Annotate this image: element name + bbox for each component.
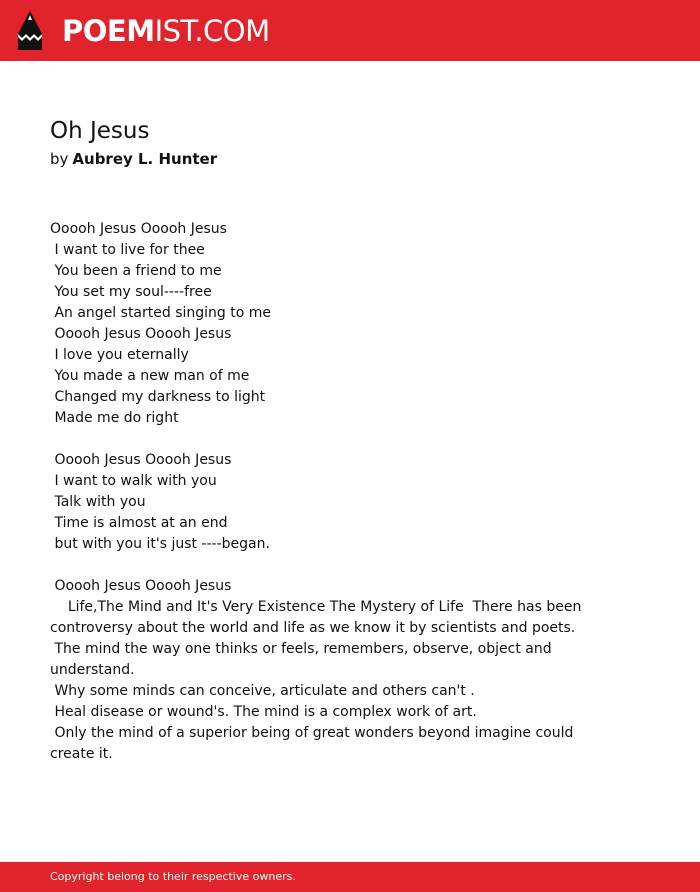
poem-line: Why some minds can conceive, articulate and others can't . xyxy=(50,683,475,699)
poem-body xyxy=(50,219,590,765)
poem-line: I want to live for thee xyxy=(50,242,205,258)
author-name[interactable]: Aubrey L. Hunter xyxy=(72,150,218,168)
poem-line: You set my soul----free xyxy=(50,284,212,300)
stanza-break xyxy=(50,555,590,576)
byline xyxy=(50,149,217,169)
site-footer xyxy=(0,862,700,892)
poem-line: but with you it's just ----began. xyxy=(50,536,270,552)
poem-line: Ooooh Jesus Ooooh Jesus xyxy=(50,578,232,594)
site-header xyxy=(0,0,700,61)
poem-line: Time is almost at an end xyxy=(50,515,228,531)
poem-line: You made a new man of me xyxy=(50,368,250,384)
poem-line: Ooooh Jesus Ooooh Jesus xyxy=(50,221,227,237)
poem-line: Ooooh Jesus Ooooh Jesus xyxy=(50,326,232,342)
brand-light: IST.COM xyxy=(154,14,270,48)
copyright-text: Copyright belong to their respective owners. xyxy=(50,870,296,883)
poem-title: Oh Jesus xyxy=(50,118,150,144)
poem-line: I want to walk with you xyxy=(50,473,217,489)
poem-line: Ooooh Jesus Ooooh Jesus xyxy=(50,452,232,468)
poem-line: Talk with you xyxy=(50,494,146,510)
by-label: by xyxy=(50,150,69,168)
stanza-break xyxy=(50,429,590,450)
site-logo[interactable] xyxy=(62,13,270,49)
brand-bold: POEM xyxy=(62,14,155,48)
poem-line: The mind the way one thinks or feels, remembers, observe, object and understand. xyxy=(50,641,557,678)
poem-line: Changed my darkness to light xyxy=(50,389,266,405)
poem-line: Made me do right xyxy=(50,410,179,426)
poem-line: I love you eternally xyxy=(50,347,189,363)
poem-line: Only the mind of a superior being of great wonders beyond imagine could create it. xyxy=(50,725,578,762)
pencil-icon[interactable] xyxy=(17,10,43,52)
poem-line: Heal disease or wound's. The mind is a complex work of art. xyxy=(50,704,477,720)
poem-line: Life,The Mind and It's Very Existence The Mystery of Life There has been controversy about the world and life as we know it by scientists and poets. xyxy=(50,599,586,636)
poem-line: An angel started singing to me xyxy=(50,305,272,321)
poem-line: You been a friend to me xyxy=(50,263,222,279)
